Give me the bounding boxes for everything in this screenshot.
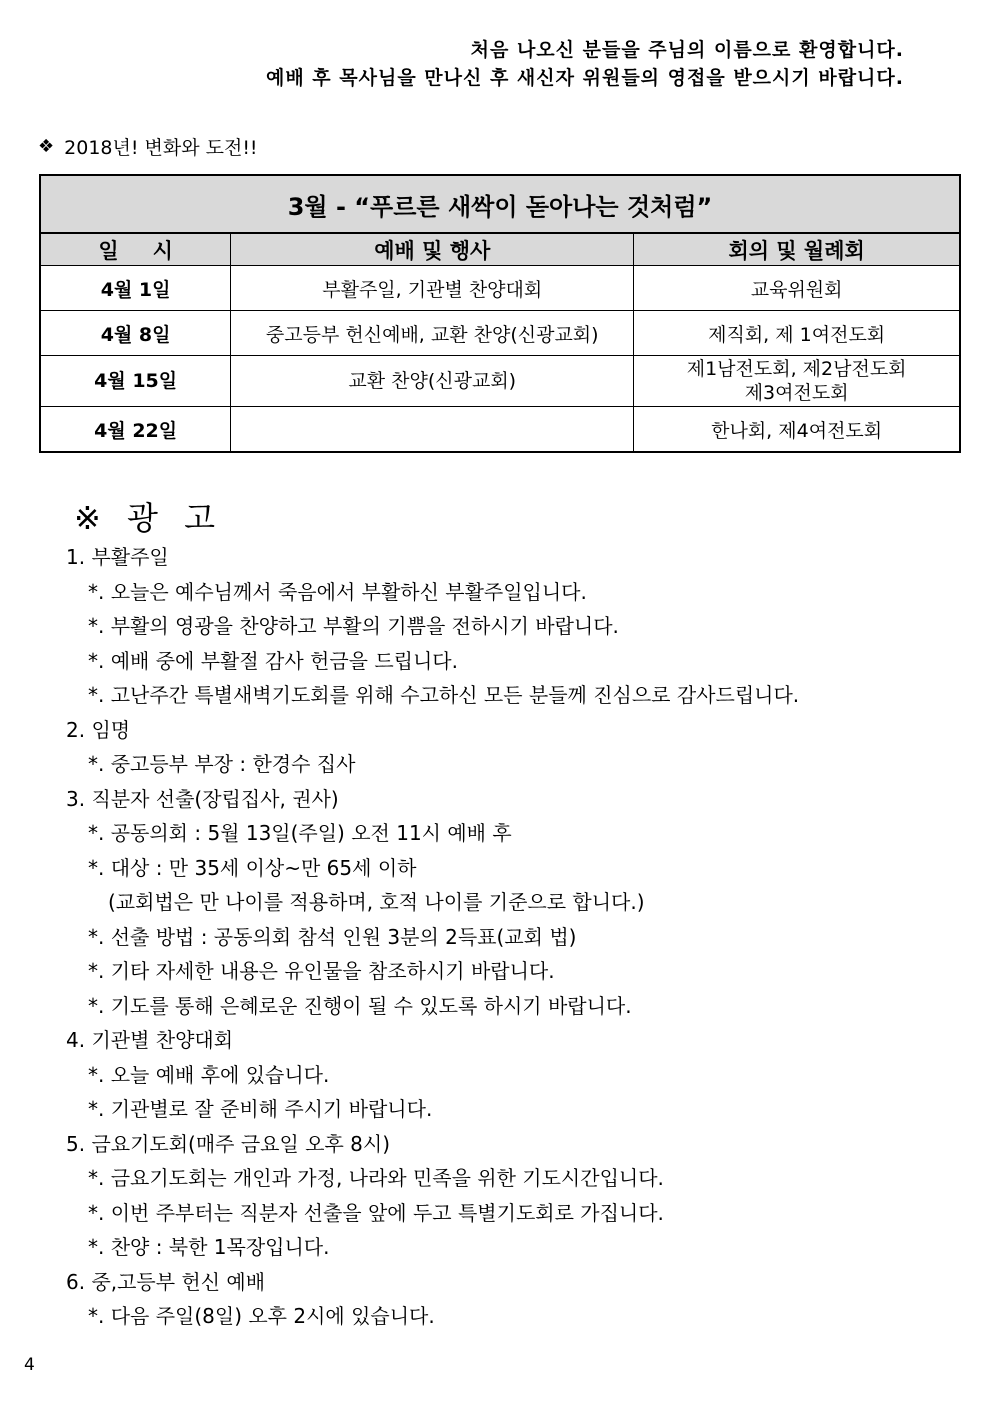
announcement-line: *. 오늘은 예수님께서 죽음에서 부활하신 부활주일입니다. (88, 579, 587, 604)
table-row (40, 407, 960, 453)
column-header-meeting: 회의 및 월례회 (634, 233, 960, 266)
row-meeting: 한나회, 제4여전도회 (634, 407, 960, 453)
row-date: 4월 1일 (40, 266, 231, 311)
announcement-line: *. 찬양 : 북한 1목장입니다. (88, 1235, 330, 1259)
row-event: 부활주일, 기관별 찬양대회 (231, 266, 634, 311)
announcement-line: *. 오늘 예배 후에 있습니다. (88, 1062, 330, 1087)
row-event: 교환 찬양(신광교회) (231, 356, 634, 407)
announcement-line: *. 기도를 통해 은혜로운 진행이 될 수 있도록 하시기 바랍니다. (88, 993, 632, 1018)
schedule-table (39, 174, 961, 453)
announcement-line: *. 예배 중에 부활절 감사 헌금을 드립니다. (88, 648, 458, 673)
announcement-line: *. 부활의 영광을 찬양하고 부활의 기쁨을 전하시기 바랍니다. (88, 614, 619, 638)
schedule-title: 3월 - “푸르른 새싹이 돋아나는 것처럼” (40, 175, 960, 233)
announcement-heading: 5. 금요기도회(매주 금요일 오후 8시) (66, 1131, 391, 1156)
announcement-note: (교회법은 만 나이를 적용하며, 호적 나이를 기준으로 합니다.) (108, 890, 645, 914)
announcement-heading: 2. 임명 (66, 717, 131, 742)
announcement-line: *. 대상 : 만 35세 이상~만 65세 이하 (88, 855, 417, 880)
row-meeting: 교육위원회 (634, 266, 960, 311)
announcement-heading: 1. 부활주일 (66, 545, 169, 569)
table-row (40, 266, 960, 311)
announcement-line: *. 선출 방법 : 공동의회 참석 인원 3분의 2득표(교회 법) (88, 924, 577, 949)
announcements-list (66, 540, 799, 1334)
welcome-message (266, 36, 904, 92)
row-meeting (634, 356, 960, 407)
announcement-heading: 4. 기관별 찬양대회 (66, 1028, 234, 1052)
announcement-line: *. 이번 주부터는 직분자 선출을 앞에 두고 특별기도회로 가집니다. (88, 1200, 664, 1225)
diamond-bullet-icon: ❖ (38, 136, 55, 157)
announcement-line: *. 공동의회 : 5월 13일(주일) 오전 11시 예배 후 (88, 821, 512, 845)
announcement-line: *. 다음 주일(8일) 오후 2시에 있습니다. (88, 1304, 435, 1328)
table-row (40, 311, 960, 356)
page-number: 4 (24, 1355, 35, 1375)
welcome-line-2: 예배 후 목사님을 만나신 후 새신자 위원들의 영접을 받으시기 바랍니다. (265, 67, 904, 89)
announcements-title: ※ 광 고 (74, 499, 223, 537)
row-date: 4월 8일 (40, 311, 231, 356)
announcement-line: *. 기관별로 잘 준비해 주시기 바랍니다. (88, 1097, 433, 1121)
table-row (40, 356, 960, 407)
announcement-line: *. 중고등부 부장 : 한경수 집사 (88, 752, 356, 776)
column-header-date: 일시 (40, 233, 231, 266)
row-event: 중고등부 헌신예배, 교환 찬양(신광교회) (231, 311, 634, 356)
row-meeting-line-1: 제1남전도회, 제2남전도회 (686, 358, 907, 380)
announcement-line: *. 금요기도회는 개인과 가정, 나라와 민족을 위한 기도시간입니다. (88, 1166, 664, 1190)
row-meeting-line-2: 제3여전도회 (744, 382, 849, 404)
announcement-line: *. 기타 자세한 내용은 유인물을 참조하시기 바랍니다. (88, 959, 555, 983)
announcement-heading: 6. 중,고등부 헌신 예배 (66, 1269, 266, 1294)
row-date: 4월 22일 (40, 407, 231, 453)
row-event (231, 407, 634, 453)
announcement-line: *. 고난주간 특별새벽기도회를 위해 수고하신 모든 분들께 진심으로 감사드립니다. (88, 683, 800, 707)
column-header-event: 예배 및 행사 (231, 233, 634, 266)
announcement-heading: 3. 직분자 선출(장립집사, 권사) (66, 786, 339, 811)
row-date: 4월 15일 (40, 356, 231, 407)
section-title-text: 2018년! 변화와 도전!! (64, 137, 258, 159)
row-meeting: 제직회, 제 1여전도회 (634, 311, 960, 356)
section-heading (38, 133, 258, 160)
welcome-line-1: 처음 나오신 분들을 주님의 이름으로 환영합니다. (470, 39, 904, 61)
